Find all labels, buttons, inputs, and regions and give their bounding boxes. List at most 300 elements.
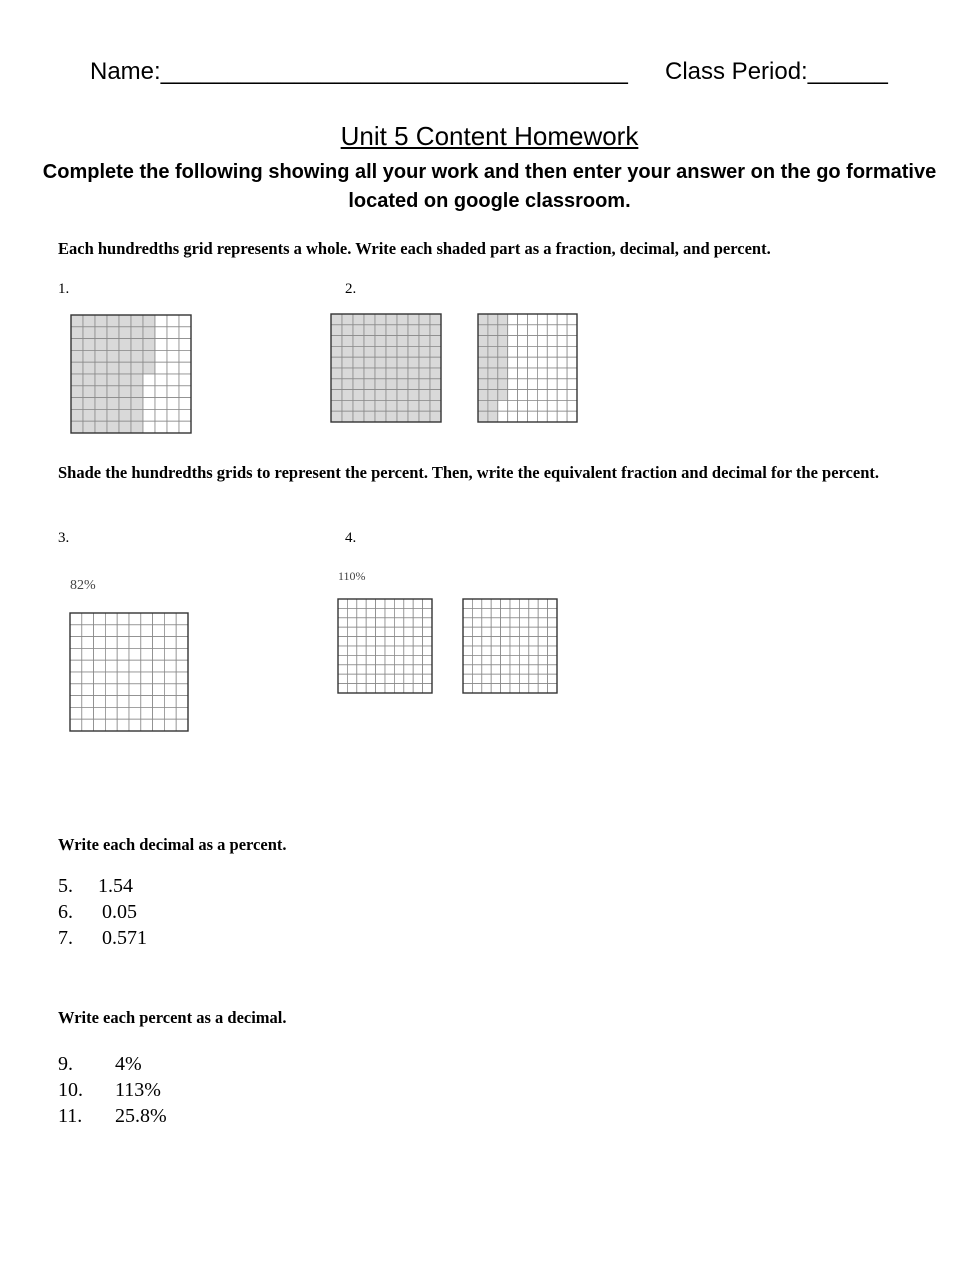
grid-square[interactable] [129, 684, 141, 696]
grid-square[interactable] [529, 637, 538, 646]
grid-square[interactable] [501, 608, 510, 617]
grid-square[interactable] [510, 684, 519, 693]
grid-square[interactable] [404, 665, 413, 674]
grid-square[interactable] [338, 665, 347, 674]
grid-square[interactable] [357, 665, 366, 674]
grid-square[interactable] [105, 637, 117, 649]
grid-square[interactable] [491, 684, 500, 693]
grid-square[interactable] [376, 674, 385, 683]
grid-square[interactable] [548, 618, 557, 627]
grid-square[interactable] [538, 674, 547, 683]
grid-square[interactable] [472, 599, 481, 608]
grid-square[interactable] [176, 672, 188, 684]
grid-square[interactable] [538, 618, 547, 627]
grid-square[interactable] [366, 655, 375, 664]
grid-square[interactable] [501, 655, 510, 664]
grid-square[interactable] [548, 684, 557, 693]
grid-square[interactable] [357, 684, 366, 693]
grid-square[interactable] [423, 637, 432, 646]
grid-square[interactable] [491, 655, 500, 664]
grid-square[interactable] [82, 672, 94, 684]
grid-square[interactable] [413, 608, 422, 617]
grid-square[interactable] [176, 625, 188, 637]
grid-square[interactable] [463, 665, 472, 674]
grid-square[interactable] [413, 599, 422, 608]
grid-square[interactable] [338, 646, 347, 655]
grid-square[interactable] [548, 674, 557, 683]
grid-square[interactable] [491, 665, 500, 674]
grid-square[interactable] [164, 707, 176, 719]
grid-square[interactable] [538, 599, 547, 608]
grid-square[interactable] [501, 599, 510, 608]
grid-square[interactable] [501, 637, 510, 646]
grid-square[interactable] [472, 618, 481, 627]
grid-square[interactable] [472, 646, 481, 655]
grid-square[interactable] [491, 608, 500, 617]
grid-square[interactable] [347, 608, 356, 617]
class-period-field[interactable]: Class Period:______ [665, 58, 888, 85]
grid-square[interactable] [385, 655, 394, 664]
grid-square[interactable] [463, 684, 472, 693]
grid-square[interactable] [519, 665, 528, 674]
grid-square[interactable] [357, 655, 366, 664]
grid-square[interactable] [153, 613, 165, 625]
grid-square[interactable] [404, 674, 413, 683]
grid-square[interactable] [153, 719, 165, 731]
grid-square[interactable] [129, 648, 141, 660]
grid-square[interactable] [117, 707, 129, 719]
grid-square[interactable] [70, 684, 82, 696]
grid-square[interactable] [366, 599, 375, 608]
grid-square[interactable] [376, 655, 385, 664]
grid-square[interactable] [385, 637, 394, 646]
grid-square[interactable] [423, 674, 432, 683]
grid-square[interactable] [338, 627, 347, 636]
grid-square[interactable] [501, 646, 510, 655]
grid-square[interactable] [404, 618, 413, 627]
grid-square[interactable] [413, 637, 422, 646]
grid-square[interactable] [94, 648, 106, 660]
grid-square[interactable] [82, 613, 94, 625]
grid-square[interactable] [164, 637, 176, 649]
grid-square[interactable] [529, 646, 538, 655]
grid-square[interactable] [176, 684, 188, 696]
grid-square[interactable] [82, 707, 94, 719]
grid-square[interactable] [529, 627, 538, 636]
grid-square[interactable] [105, 696, 117, 708]
grid-square[interactable] [463, 646, 472, 655]
grid-square[interactable] [117, 684, 129, 696]
grid-square[interactable] [105, 613, 117, 625]
grid-square[interactable] [491, 627, 500, 636]
grid-square[interactable] [482, 618, 491, 627]
grid-square[interactable] [510, 674, 519, 683]
grid-square[interactable] [510, 627, 519, 636]
grid-square[interactable] [404, 655, 413, 664]
grid-square[interactable] [538, 637, 547, 646]
grid-square[interactable] [105, 625, 117, 637]
grid-square[interactable] [70, 660, 82, 672]
grid-square[interactable] [141, 719, 153, 731]
grid-square[interactable] [82, 684, 94, 696]
grid-square[interactable] [404, 608, 413, 617]
grid-square[interactable] [70, 625, 82, 637]
grid-square[interactable] [94, 719, 106, 731]
grid-square[interactable] [141, 660, 153, 672]
grid-square[interactable] [141, 613, 153, 625]
grid-square[interactable] [404, 684, 413, 693]
question-3-grid[interactable] [70, 613, 188, 731]
grid-square[interactable] [385, 608, 394, 617]
grid-square[interactable] [394, 674, 403, 683]
grid-square[interactable] [366, 608, 375, 617]
grid-square[interactable] [376, 608, 385, 617]
grid-square[interactable] [472, 665, 481, 674]
grid-square[interactable] [491, 637, 500, 646]
grid-square[interactable] [94, 637, 106, 649]
grid-square[interactable] [366, 684, 375, 693]
grid-square[interactable] [472, 655, 481, 664]
grid-square[interactable] [117, 719, 129, 731]
grid-square[interactable] [347, 627, 356, 636]
grid-square[interactable] [519, 655, 528, 664]
grid-square[interactable] [70, 637, 82, 649]
grid-square[interactable] [413, 646, 422, 655]
grid-square[interactable] [463, 599, 472, 608]
grid-square[interactable] [472, 627, 481, 636]
grid-square[interactable] [347, 618, 356, 627]
grid-square[interactable] [519, 599, 528, 608]
grid-square[interactable] [529, 684, 538, 693]
grid-square[interactable] [519, 646, 528, 655]
grid-square[interactable] [153, 672, 165, 684]
grid-square[interactable] [423, 655, 432, 664]
grid-square[interactable] [482, 684, 491, 693]
grid-square[interactable] [366, 665, 375, 674]
grid-square[interactable] [385, 618, 394, 627]
grid-square[interactable] [538, 627, 547, 636]
grid-square[interactable] [347, 674, 356, 683]
grid-square[interactable] [423, 618, 432, 627]
grid-square[interactable] [129, 707, 141, 719]
grid-square[interactable] [153, 625, 165, 637]
grid-square[interactable] [491, 599, 500, 608]
grid-square[interactable] [510, 608, 519, 617]
grid-square[interactable] [338, 608, 347, 617]
grid-square[interactable] [176, 613, 188, 625]
grid-square[interactable] [423, 599, 432, 608]
grid-square[interactable] [366, 618, 375, 627]
grid-square[interactable] [404, 627, 413, 636]
grid-square[interactable] [538, 684, 547, 693]
grid-square[interactable] [164, 613, 176, 625]
grid-square[interactable] [491, 646, 500, 655]
grid-square[interactable] [529, 618, 538, 627]
grid-square[interactable] [94, 707, 106, 719]
grid-square[interactable] [347, 684, 356, 693]
grid-square[interactable] [529, 655, 538, 664]
grid-square[interactable] [463, 627, 472, 636]
question-4-grid-b[interactable] [463, 599, 557, 693]
grid-square[interactable] [366, 674, 375, 683]
grid-square[interactable] [129, 637, 141, 649]
grid-square[interactable] [472, 637, 481, 646]
grid-square[interactable] [366, 627, 375, 636]
grid-square[interactable] [394, 608, 403, 617]
grid-square[interactable] [482, 655, 491, 664]
grid-square[interactable] [385, 627, 394, 636]
grid-square[interactable] [129, 672, 141, 684]
grid-square[interactable] [82, 625, 94, 637]
grid-square[interactable] [510, 637, 519, 646]
grid-square[interactable] [70, 696, 82, 708]
grid-square[interactable] [357, 627, 366, 636]
grid-square[interactable] [176, 637, 188, 649]
grid-square[interactable] [153, 684, 165, 696]
grid-square[interactable] [501, 684, 510, 693]
grid-square[interactable] [404, 599, 413, 608]
grid-square[interactable] [164, 696, 176, 708]
grid-square[interactable] [413, 655, 422, 664]
grid-square[interactable] [70, 648, 82, 660]
grid-square[interactable] [338, 637, 347, 646]
grid-square[interactable] [164, 660, 176, 672]
grid-square[interactable] [548, 646, 557, 655]
grid-square[interactable] [366, 646, 375, 655]
grid-square[interactable] [141, 696, 153, 708]
grid-square[interactable] [117, 637, 129, 649]
grid-square[interactable] [129, 613, 141, 625]
grid-square[interactable] [82, 648, 94, 660]
grid-square[interactable] [347, 646, 356, 655]
grid-square[interactable] [357, 608, 366, 617]
grid-square[interactable] [482, 665, 491, 674]
grid-square[interactable] [538, 655, 547, 664]
grid-square[interactable] [105, 648, 117, 660]
grid-square[interactable] [529, 599, 538, 608]
grid-square[interactable] [338, 599, 347, 608]
grid-square[interactable] [338, 674, 347, 683]
grid-square[interactable] [538, 608, 547, 617]
grid-square[interactable] [413, 684, 422, 693]
grid-square[interactable] [482, 637, 491, 646]
grid-square[interactable] [357, 599, 366, 608]
grid-square[interactable] [117, 625, 129, 637]
grid-square[interactable] [548, 599, 557, 608]
grid-square[interactable] [94, 672, 106, 684]
grid-square[interactable] [394, 599, 403, 608]
grid-square[interactable] [519, 674, 528, 683]
grid-square[interactable] [394, 684, 403, 693]
grid-square[interactable] [347, 599, 356, 608]
grid-square[interactable] [394, 618, 403, 627]
grid-square[interactable] [176, 719, 188, 731]
grid-square[interactable] [338, 618, 347, 627]
grid-square[interactable] [482, 674, 491, 683]
grid-square[interactable] [105, 660, 117, 672]
grid-square[interactable] [463, 655, 472, 664]
grid-square[interactable] [82, 637, 94, 649]
grid-square[interactable] [347, 637, 356, 646]
grid-square[interactable] [70, 707, 82, 719]
grid-square[interactable] [357, 674, 366, 683]
grid-square[interactable] [463, 618, 472, 627]
grid-square[interactable] [519, 608, 528, 617]
grid-square[interactable] [94, 613, 106, 625]
grid-square[interactable] [366, 637, 375, 646]
grid-square[interactable] [70, 613, 82, 625]
grid-square[interactable] [376, 618, 385, 627]
grid-square[interactable] [501, 627, 510, 636]
grid-square[interactable] [129, 625, 141, 637]
grid-square[interactable] [357, 618, 366, 627]
grid-square[interactable] [423, 665, 432, 674]
grid-square[interactable] [423, 684, 432, 693]
grid-square[interactable] [164, 625, 176, 637]
grid-square[interactable] [472, 674, 481, 683]
grid-square[interactable] [394, 646, 403, 655]
grid-square[interactable] [129, 660, 141, 672]
grid-square[interactable] [404, 646, 413, 655]
grid-square[interactable] [117, 613, 129, 625]
grid-square[interactable] [548, 627, 557, 636]
grid-square[interactable] [376, 684, 385, 693]
grid-square[interactable] [529, 665, 538, 674]
grid-square[interactable] [82, 719, 94, 731]
grid-square[interactable] [105, 719, 117, 731]
grid-square[interactable] [404, 637, 413, 646]
grid-square[interactable] [153, 637, 165, 649]
grid-square[interactable] [413, 627, 422, 636]
grid-square[interactable] [423, 608, 432, 617]
grid-square[interactable] [153, 707, 165, 719]
grid-square[interactable] [141, 625, 153, 637]
grid-square[interactable] [129, 696, 141, 708]
grid-square[interactable] [70, 719, 82, 731]
grid-square[interactable] [70, 672, 82, 684]
grid-square[interactable] [482, 608, 491, 617]
grid-square[interactable] [394, 655, 403, 664]
question-4-grid-a[interactable] [338, 599, 432, 693]
grid-square[interactable] [385, 646, 394, 655]
grid-square[interactable] [413, 618, 422, 627]
grid-square[interactable] [141, 707, 153, 719]
grid-square[interactable] [413, 665, 422, 674]
grid-square[interactable] [548, 665, 557, 674]
grid-square[interactable] [105, 707, 117, 719]
grid-square[interactable] [538, 646, 547, 655]
grid-square[interactable] [117, 660, 129, 672]
grid-square[interactable] [394, 665, 403, 674]
grid-square[interactable] [510, 618, 519, 627]
grid-square[interactable] [164, 672, 176, 684]
grid-square[interactable] [472, 684, 481, 693]
grid-square[interactable] [519, 627, 528, 636]
grid-square[interactable] [463, 674, 472, 683]
grid-square[interactable] [491, 618, 500, 627]
grid-square[interactable] [491, 674, 500, 683]
grid-square[interactable] [376, 637, 385, 646]
grid-square[interactable] [94, 660, 106, 672]
grid-square[interactable] [176, 660, 188, 672]
grid-square[interactable] [548, 608, 557, 617]
grid-square[interactable] [176, 696, 188, 708]
grid-square[interactable] [423, 646, 432, 655]
grid-square[interactable] [164, 684, 176, 696]
grid-square[interactable] [105, 672, 117, 684]
grid-square[interactable] [519, 684, 528, 693]
grid-square[interactable] [385, 665, 394, 674]
grid-square[interactable] [385, 684, 394, 693]
grid-square[interactable] [94, 696, 106, 708]
grid-square[interactable] [463, 608, 472, 617]
grid-square[interactable] [82, 696, 94, 708]
grid-square[interactable] [357, 646, 366, 655]
grid-square[interactable] [510, 655, 519, 664]
grid-square[interactable] [141, 637, 153, 649]
grid-square[interactable] [385, 674, 394, 683]
grid-square[interactable] [338, 655, 347, 664]
grid-square[interactable] [347, 655, 356, 664]
grid-square[interactable] [529, 608, 538, 617]
grid-square[interactable] [510, 599, 519, 608]
grid-square[interactable] [376, 627, 385, 636]
name-field[interactable]: Name:___________________________________ [90, 58, 628, 85]
grid-square[interactable] [548, 637, 557, 646]
grid-square[interactable] [376, 665, 385, 674]
grid-square[interactable] [385, 599, 394, 608]
grid-square[interactable] [529, 674, 538, 683]
grid-square[interactable] [519, 637, 528, 646]
grid-square[interactable] [538, 665, 547, 674]
grid-square[interactable] [376, 599, 385, 608]
grid-square[interactable] [338, 684, 347, 693]
grid-square[interactable] [482, 646, 491, 655]
grid-square[interactable] [519, 618, 528, 627]
grid-square[interactable] [94, 625, 106, 637]
grid-square[interactable] [376, 646, 385, 655]
grid-square[interactable] [117, 696, 129, 708]
grid-square[interactable] [501, 618, 510, 627]
grid-square[interactable] [153, 660, 165, 672]
grid-square[interactable] [394, 637, 403, 646]
grid-square[interactable] [413, 674, 422, 683]
grid-square[interactable] [176, 707, 188, 719]
grid-square[interactable] [394, 627, 403, 636]
grid-square[interactable] [164, 648, 176, 660]
grid-square[interactable] [482, 599, 491, 608]
grid-square[interactable] [141, 672, 153, 684]
grid-square[interactable] [501, 665, 510, 674]
grid-square[interactable] [472, 608, 481, 617]
grid-square[interactable] [141, 648, 153, 660]
grid-square[interactable] [164, 719, 176, 731]
grid-square[interactable] [501, 674, 510, 683]
grid-square[interactable] [463, 637, 472, 646]
grid-square[interactable] [82, 660, 94, 672]
grid-square[interactable] [117, 648, 129, 660]
grid-square[interactable] [129, 719, 141, 731]
grid-square[interactable] [482, 627, 491, 636]
grid-square[interactable] [141, 684, 153, 696]
grid-square[interactable] [510, 646, 519, 655]
grid-square[interactable] [105, 684, 117, 696]
grid-square[interactable] [357, 637, 366, 646]
grid-square[interactable] [347, 665, 356, 674]
grid-square[interactable] [423, 627, 432, 636]
grid-square[interactable] [117, 672, 129, 684]
grid-square[interactable] [153, 696, 165, 708]
